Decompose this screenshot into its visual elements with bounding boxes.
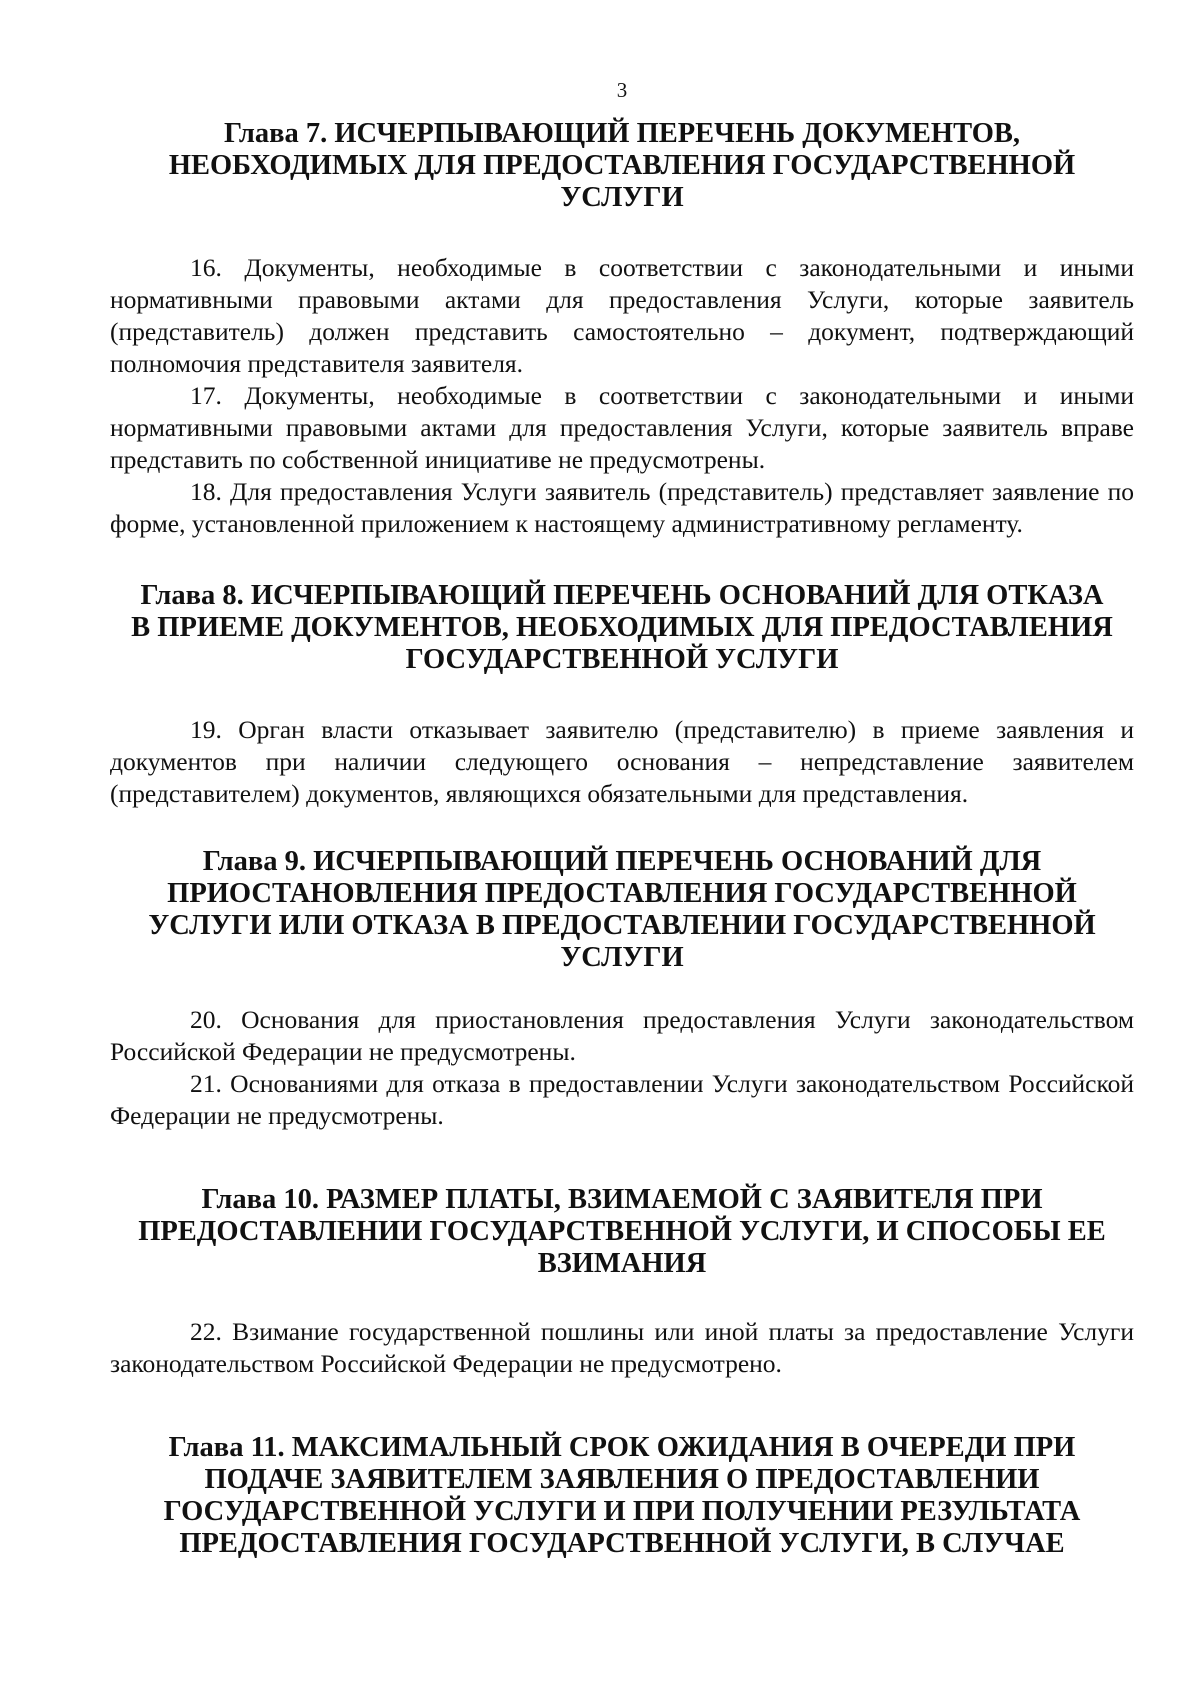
paragraph-21: 21. Основаниями для отказа в предоставлении Услуги законодательством Российской Федерации не предусмотрены.	[110, 1069, 1134, 1130]
chapter-9-title	[120, 846, 1124, 974]
chapter-title-line: УСЛУГИ	[560, 182, 684, 213]
chapter-title-line: ПРЕДОСТАВЛЕНИИ ГОСУДАРСТВЕННОЙ УСЛУГИ, И СПОСОБЫ ЕЕ	[138, 1216, 1106, 1247]
chapter-11	[110, 1432, 1134, 1560]
chapter-title-line: Глава 7. ИСЧЕРПЫВАЮЩИЙ ПЕРЕЧЕНЬ ДОКУМЕНТОВ,	[223, 118, 1021, 149]
chapter-title-line: ПОДАЧЕ ЗАЯВИТЕЛЕМ ЗАЯВЛЕНИЯ О ПРЕДОСТАВЛЕНИИ	[204, 1464, 1040, 1495]
chapter-title-line: Глава 8. ИСЧЕРПЫВАЮЩИЙ ПЕРЕЧЕНЬ ОСНОВАНИЙ ДЛЯ ОТКАЗА	[140, 580, 1104, 611]
document-content	[110, 118, 1134, 1560]
chapter-7	[110, 118, 1134, 540]
chapter-11-title	[120, 1432, 1124, 1560]
chapter-10-title	[120, 1184, 1124, 1280]
chapter-8-title	[120, 580, 1124, 676]
chapter-10	[110, 1184, 1134, 1380]
chapter-title-line: ПРЕДОСТАВЛЕНИЯ ГОСУДАРСТВЕННОЙ УСЛУГИ, В СЛУЧАЕ	[179, 1528, 1065, 1559]
chapter-title-line: ГОСУДАРСТВЕННОЙ УСЛУГИ	[405, 644, 839, 675]
document-page	[110, 0, 1134, 1688]
page-number: 3	[616, 78, 628, 102]
chapter-title-line: ПРИОСТАНОВЛЕНИЯ ПРЕДОСТАВЛЕНИЯ ГОСУДАРСТВЕННОЙ	[167, 878, 1077, 909]
chapter-title-line: ГОСУДАРСТВЕННОЙ УСЛУГИ И ПРИ ПОЛУЧЕНИИ РЕЗУЛЬТАТА	[163, 1496, 1081, 1527]
chapter-title-line: УСЛУГИ ИЛИ ОТКАЗА В ПРЕДОСТАВЛЕНИИ ГОСУДАРСТВЕННОЙ	[148, 910, 1096, 941]
chapter-title-line: УСЛУГИ	[560, 942, 684, 973]
chapter-title-line: ВЗИМАНИЯ	[537, 1248, 707, 1279]
chapter-7-title	[120, 118, 1124, 214]
chapter-9	[110, 846, 1134, 1132]
paragraph-18: 18. Для предоставления Услуги заявитель (представитель) представляет заявление по форме, установленной приложением к настоящему административному регламенту.	[110, 477, 1134, 538]
paragraph-20: 20. Основания для приостановления предоставления Услуги законодательством Российской Федерации не предусмотрены.	[110, 1005, 1134, 1066]
paragraph-22: 22. Взимание государственной пошлины или иной платы за предоставление Услуги законодательством Российской Федерации не предусмотрено.	[110, 1317, 1134, 1378]
chapter-8	[110, 580, 1134, 810]
chapter-title-line: В ПРИЕМЕ ДОКУМЕНТОВ, НЕОБХОДИМЫХ ДЛЯ ПРЕДОСТАВЛЕНИЯ	[131, 612, 1113, 643]
chapter-title-line: Глава 10. РАЗМЕР ПЛАТЫ, ВЗИМАЕМОЙ С ЗАЯВИТЕЛЯ ПРИ	[201, 1184, 1043, 1215]
paragraph-16: 16. Документы, необходимые в соответствии с законодательными и иными нормативными правовыми актами для предоставления Услуги, которые заявитель (представитель) должен представить самостоятельно – документ, подтверждающий полномочия представителя заявителя.	[110, 253, 1134, 378]
paragraph-17: 17. Документы, необходимые в соответствии с законодательными и иными нормативными правовыми актами для предоставления Услуги, которые заявитель вправе представить по собственной инициативе не предусмотрены.	[110, 381, 1134, 474]
chapter-title-line: НЕОБХОДИМЫХ ДЛЯ ПРЕДОСТАВЛЕНИЯ ГОСУДАРСТВЕННОЙ	[168, 150, 1076, 181]
chapter-title-line: Глава 9. ИСЧЕРПЫВАЮЩИЙ ПЕРЕЧЕНЬ ОСНОВАНИЙ ДЛЯ	[202, 846, 1042, 877]
chapter-title-line: Глава 11. МАКСИМАЛЬНЫЙ СРОК ОЖИДАНИЯ В ОЧЕРЕДИ ПРИ	[168, 1432, 1076, 1463]
paragraph-19: 19. Орган власти отказывает заявителю (представителю) в приеме заявления и документов при наличии следующего основания – непредставление заявителем (представителем) документов, являющихся обязательными для представления.	[110, 715, 1134, 808]
